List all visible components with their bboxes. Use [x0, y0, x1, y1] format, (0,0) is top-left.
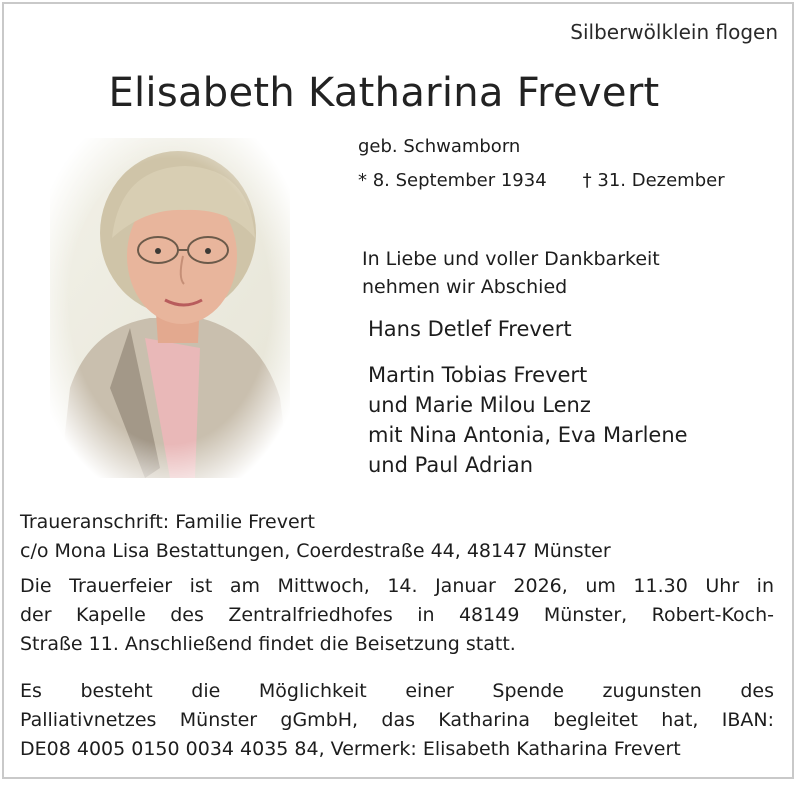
birth-date: * 8. September 1934 [358, 170, 547, 191]
mourning-address [20, 508, 774, 566]
ceremony-line: Straße 11. Anschließend findet die Beisetzung statt. [20, 633, 516, 655]
life-dates [358, 170, 725, 191]
farewell-line: nehmen wir Abschied [362, 276, 568, 298]
address-line: c/o Mona Lisa Bestattungen, Coerdestraße 44, 48147 Münster [20, 540, 611, 562]
born-name: geb. Schwamborn [358, 136, 521, 157]
ceremony-info [20, 572, 774, 659]
farewell-line: In Liebe und voller Dankbarkeit [362, 248, 660, 270]
mourner-line: und Paul Adrian [368, 453, 534, 477]
ceremony-line: der Kapelle des Zentralfriedhofes in 48149 Münster, Robert-Koch- [20, 604, 774, 626]
death-date: † 31. Dezember [582, 170, 725, 191]
mourner-line: mit Nina Antonia, Eva Marlene [368, 423, 688, 447]
motto: Silberwölklein flogen [570, 20, 778, 44]
mourner-line: und Marie Milou Lenz [368, 393, 591, 417]
deceased-name: Elisabeth Katharina Frevert [108, 70, 660, 116]
donation-line: Palliativnetzes Münster gGmbH, das Katharina begleitet hat, IBAN: [20, 709, 774, 731]
donation-info [20, 677, 774, 764]
donation-line: DE08 4005 0150 0034 4035 84, Vermerk: Elisabeth Katharina Frevert [20, 738, 681, 760]
portrait-photo [50, 138, 290, 478]
donation-line: Es besteht die Möglichkeit einer Spende zugunsten des [20, 680, 774, 702]
address-line: Traueranschrift: Familie Frevert [20, 511, 315, 533]
farewell-text [362, 245, 660, 301]
mourners-list [368, 314, 688, 480]
mourner-line: Hans Detlef Frevert [368, 317, 572, 341]
mourner-line: Martin Tobias Frevert [368, 363, 588, 387]
ceremony-line: Die Trauerfeier ist am Mittwoch, 14. Januar 2026, um 11.30 Uhr in [20, 575, 774, 597]
